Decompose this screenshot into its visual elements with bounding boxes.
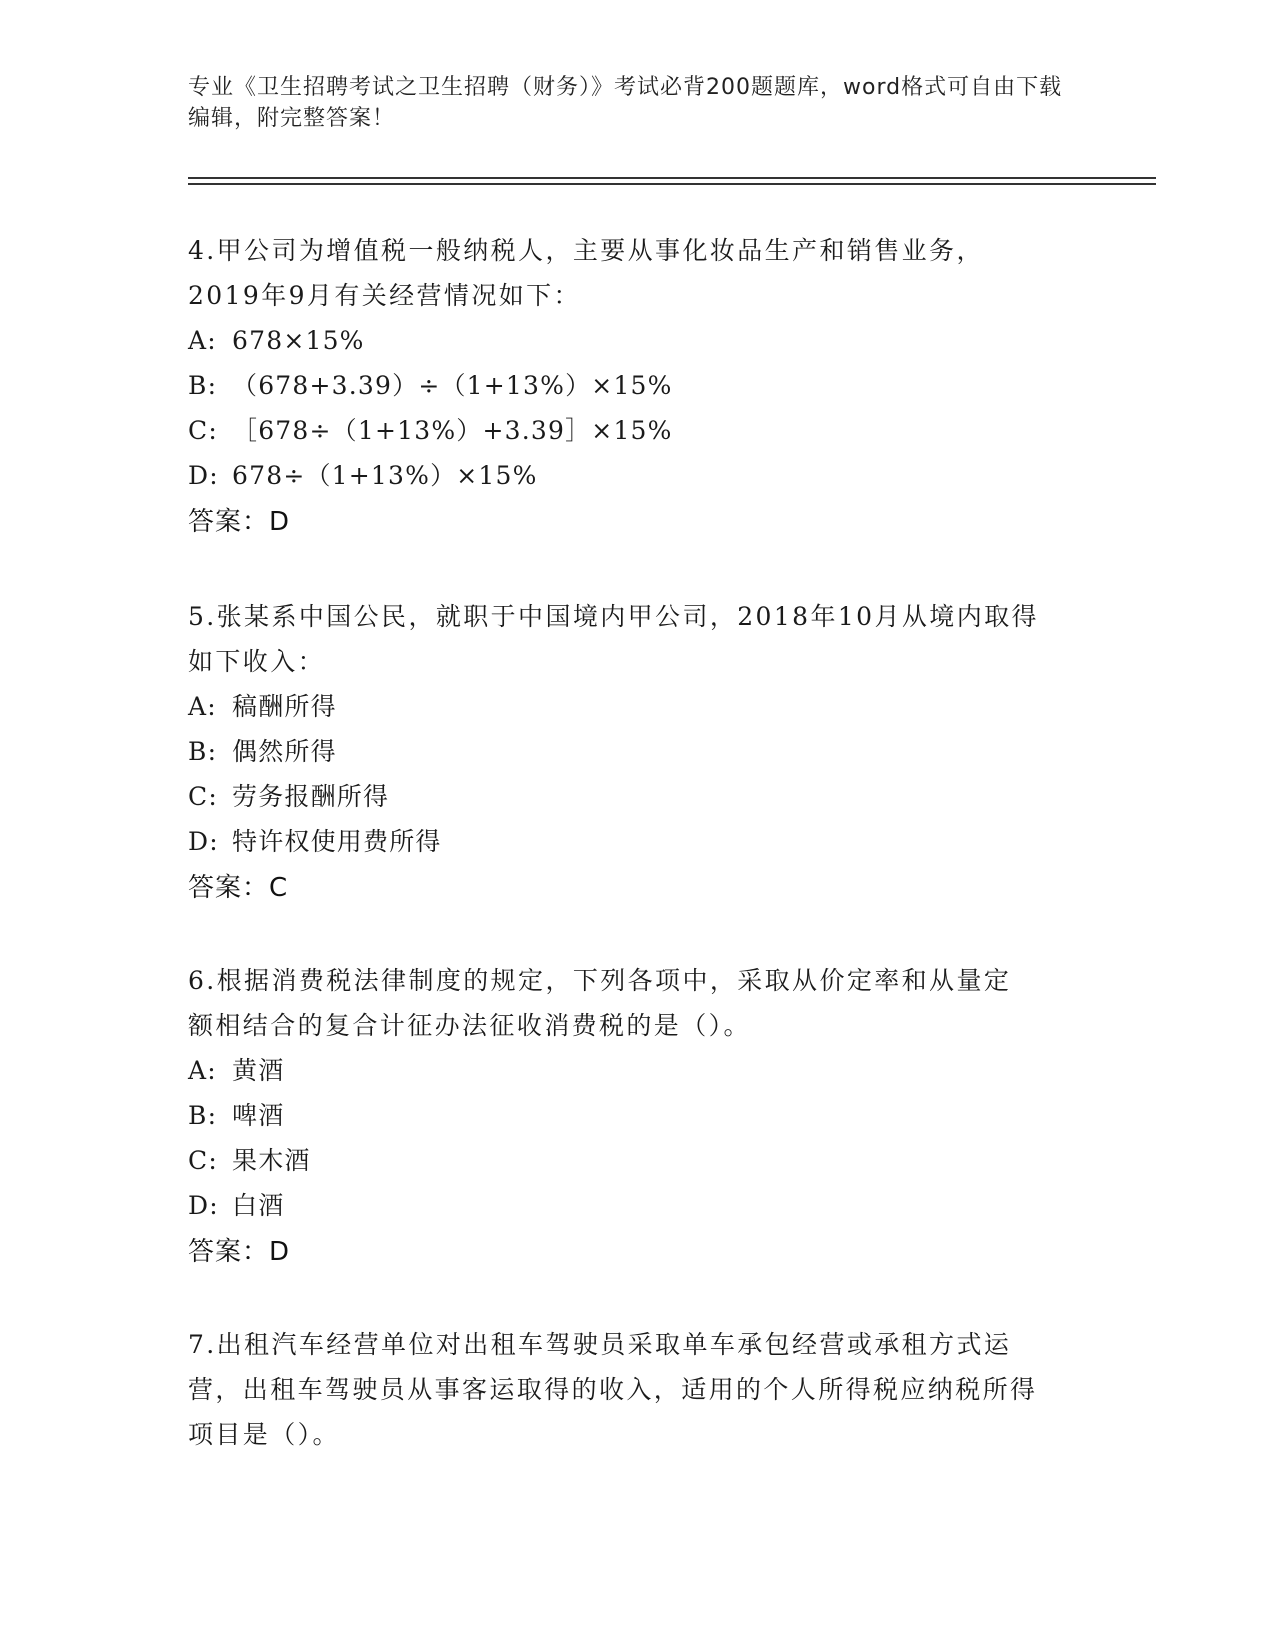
option-label: B: [188, 1101, 218, 1130]
option-label: A: [188, 692, 217, 721]
option-d [188, 819, 1088, 864]
question-stem: 5.张某系中国公民，就职于中国境内甲公司，2018年10月从境内取得如下收入： [188, 602, 1039, 676]
option-label: B: [188, 371, 218, 400]
question-5 [188, 594, 1088, 912]
option-text: 果木酒 [232, 1146, 311, 1175]
option-label: C: [188, 416, 218, 445]
option-label: C: [188, 1146, 218, 1175]
option-b [188, 363, 1088, 408]
question-stem: 4.甲公司为增值税一般纳税人，主要从事化妆品生产和销售业务，2019年9月有关经营情况如下： [188, 236, 984, 310]
question-7 [188, 1322, 1088, 1457]
option-a [188, 1048, 1088, 1093]
option-label: A: [188, 1056, 217, 1085]
header-divider-top [188, 177, 1156, 179]
option-label: B: [188, 737, 218, 766]
option-d [188, 453, 1088, 498]
document-header: 专业《卫生招聘考试之卫生招聘（财务）》考试必背200题题库，word格式可自由下载编辑，附完整答案！ [188, 75, 1063, 131]
option-b [188, 729, 1088, 774]
option-d [188, 1183, 1088, 1228]
answer: 答案：D [188, 1237, 291, 1267]
option-c [188, 408, 1088, 453]
header-divider-bottom [188, 183, 1156, 185]
option-text: 678×15% [232, 326, 365, 355]
answer: 答案：D [188, 507, 291, 537]
option-label: D: [188, 461, 219, 490]
answer: 答案：C [188, 873, 289, 903]
option-text: （678+3.39）÷（1+13%）×15% [232, 371, 673, 400]
option-c [188, 1138, 1088, 1183]
question-6 [188, 958, 1088, 1276]
option-text: 黄酒 [232, 1056, 285, 1085]
option-c [188, 774, 1088, 819]
option-a [188, 684, 1088, 729]
option-text: 偶然所得 [232, 737, 337, 766]
option-label: A: [188, 326, 217, 355]
option-text: 啤酒 [232, 1101, 285, 1130]
question-4 [188, 228, 1088, 546]
option-label: C: [188, 782, 218, 811]
option-b [188, 1093, 1088, 1138]
option-text: 白酒 [232, 1191, 285, 1220]
option-a [188, 318, 1088, 363]
question-stem: 6.根据消费税法律制度的规定，下列各项中，采取从价定率和从量定额相结合的复合计征办法征收消费税的是（）。 [188, 966, 1012, 1040]
option-text: 劳务报酬所得 [232, 782, 390, 811]
option-text: 特许权使用费所得 [232, 827, 442, 856]
option-label: D: [188, 827, 219, 856]
option-label: D: [188, 1191, 219, 1220]
option-text: 稿酬所得 [232, 692, 337, 721]
option-text: 678÷（1+13%）×15% [232, 461, 538, 490]
option-text: ［678÷（1+13%）+3.39］×15% [232, 416, 673, 445]
question-stem: 7.出租汽车经营单位对出租车驾驶员采取单车承包经营或承租方式运营，出租车驾驶员从事客运取得的收入，适用的个人所得税应纳税所得项目是（）。 [188, 1330, 1038, 1449]
